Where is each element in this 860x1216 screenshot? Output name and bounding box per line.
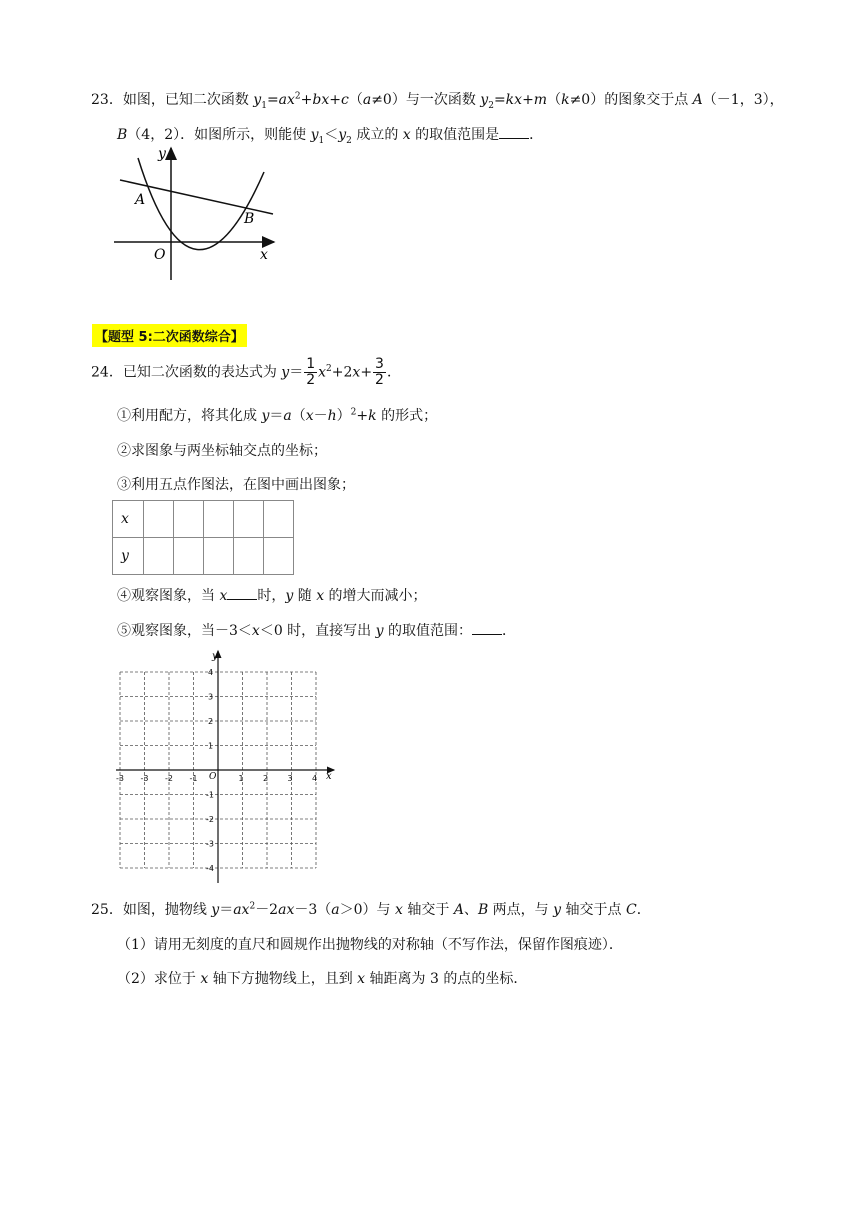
q25-part1: （1）请用无刻度的直尺和圆规作出抛物线的对称轴（不写作法，保留作图痕迹）． bbox=[117, 937, 623, 953]
grid-tick-label: 1 bbox=[238, 774, 244, 783]
q24-line1: 24．已知二次函数的表达式为 y＝ $\frac{1}{2}$ $x^2+2x+$ $\frac{3}{2}$ ． bbox=[91, 356, 401, 388]
grid-tick-label: -2 bbox=[165, 774, 173, 783]
value-table bbox=[112, 500, 294, 575]
grid-x-label: x bbox=[326, 771, 332, 782]
fraction-one-half: $\frac{1}{2}$ bbox=[306, 356, 316, 388]
grid-tick-label: -3 bbox=[140, 774, 149, 783]
graph-point-a: A bbox=[135, 192, 146, 208]
section-tag: 【题型 5:二次函数综合】 bbox=[92, 324, 247, 347]
grid-tick-label: -3 bbox=[206, 839, 214, 849]
q25-part2: （2）求位于 x 轴下方抛物线上，且到 x 轴距离为 3 的点的坐标． bbox=[117, 971, 528, 987]
grid-tick-label: 2 bbox=[263, 774, 269, 783]
grid-tick-label: 4 bbox=[208, 668, 214, 677]
q24-item1: ①利用配方，将其化成 $y=a(x-h)^2+k$ 的形式； bbox=[117, 407, 438, 424]
answer-blank[interactable] bbox=[499, 126, 529, 139]
grid-tick-label: 3 bbox=[208, 692, 214, 702]
coordinate-grid[interactable] bbox=[112, 645, 342, 885]
q23-line1: 23．如图，已知二次函数 $y_1=ax^2+bx+c(a\ne 0)$与一次函数 $y_2=kx+m(k\ne 0)$的图象交于点 A（－1，3）， bbox=[91, 91, 784, 111]
q23-graph bbox=[108, 142, 288, 287]
grid-tick-label: -2 bbox=[206, 815, 214, 824]
grid-tick-label: -3 bbox=[116, 774, 124, 783]
q24-item4: ④观察图象，当 x 时，y 随 x 的增大而减小； bbox=[117, 588, 427, 604]
grid-tick-label: -1 bbox=[189, 774, 198, 783]
q24-item3: ③利用五点作图法，在图中画出图象； bbox=[117, 477, 355, 493]
grid-y-label: y bbox=[212, 651, 218, 662]
grid-tick-label: 4 bbox=[312, 774, 318, 783]
graph-origin: O bbox=[154, 247, 166, 263]
grid-tick-label: 2 bbox=[208, 717, 214, 726]
grid-tick-label: 1 bbox=[208, 741, 214, 751]
graph-x-label: x bbox=[260, 247, 268, 263]
grid-tick-label: 3 bbox=[287, 774, 293, 783]
graph-y-label: y bbox=[158, 146, 166, 162]
grid-tick-label: -4 bbox=[206, 864, 214, 873]
table-row-y: y bbox=[113, 538, 294, 575]
q24-item5: ⑤观察图象，当－3＜x＜0 时，直接写出 y 的取值范围： ． bbox=[117, 623, 517, 639]
grid-tick-label: -1 bbox=[206, 790, 214, 800]
grid-origin: O bbox=[209, 772, 217, 782]
parabola bbox=[138, 158, 264, 250]
q24-item2: ②求图象与两坐标轴交点的坐标； bbox=[117, 443, 327, 459]
q23-line2: B（4，2）．如图所示，则能使 $y_1<y_2$ 成立的 x 的取值范围是 ． bbox=[117, 127, 544, 146]
q25-line1: 25．如图，抛物线 $y=ax^2-2ax-3(a>0)$与 x 轴交于 A、B 两点，与 y 轴交于点 C． bbox=[91, 901, 651, 918]
fraction-three-halves: $\frac{3}{2}$ bbox=[375, 356, 384, 388]
graph-point-b: B bbox=[244, 211, 255, 227]
table-row-x: x bbox=[113, 501, 294, 538]
